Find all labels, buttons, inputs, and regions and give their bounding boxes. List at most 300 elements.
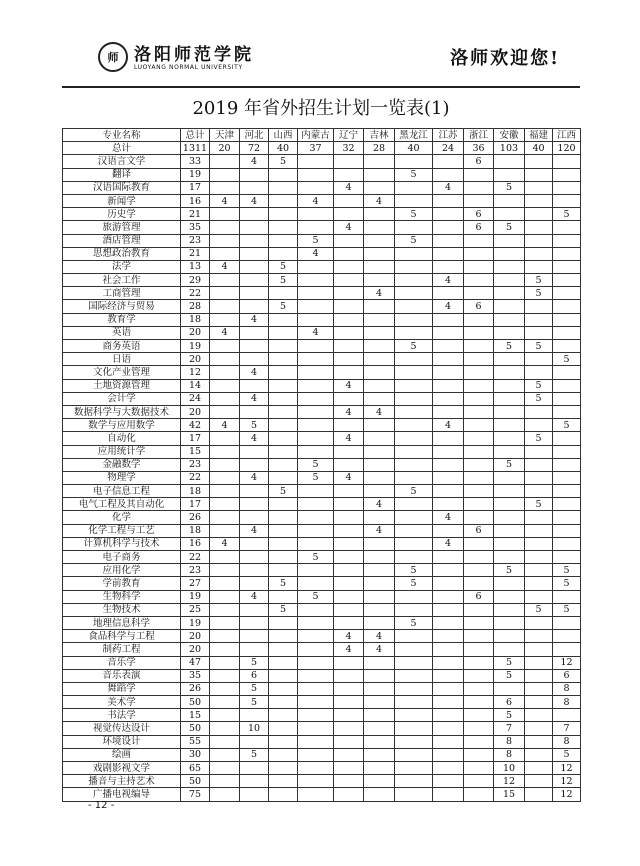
quota-cell bbox=[364, 208, 395, 221]
quota-cell: 4 bbox=[240, 392, 269, 405]
quota-cell bbox=[240, 564, 269, 577]
quota-cell bbox=[269, 748, 298, 761]
quota-cell bbox=[210, 221, 240, 234]
quota-cell bbox=[240, 603, 269, 616]
major-name-cell: 生物科学 bbox=[63, 590, 181, 603]
quota-cell bbox=[464, 379, 494, 392]
quota-cell bbox=[334, 603, 364, 616]
quota-cell bbox=[525, 643, 553, 656]
quota-cell: 4 bbox=[334, 379, 364, 392]
total-count-cell: 19 bbox=[181, 168, 210, 181]
quota-cell bbox=[494, 524, 525, 537]
table-row bbox=[63, 247, 581, 260]
quota-cell bbox=[395, 155, 433, 168]
total-count-cell: 19 bbox=[181, 340, 210, 353]
quota-cell bbox=[553, 445, 581, 458]
quota-cell bbox=[433, 445, 464, 458]
quota-cell bbox=[525, 616, 553, 629]
quota-cell bbox=[395, 696, 433, 709]
column-header: 总计 bbox=[181, 129, 210, 142]
quota-cell bbox=[240, 616, 269, 629]
quota-cell bbox=[553, 498, 581, 511]
quota-cell bbox=[494, 511, 525, 524]
quota-cell: 12 bbox=[553, 788, 581, 801]
quota-cell bbox=[525, 590, 553, 603]
quota-cell: 5 bbox=[395, 485, 433, 498]
quota-cell bbox=[433, 208, 464, 221]
table-row bbox=[63, 432, 581, 445]
quota-cell bbox=[269, 392, 298, 405]
quota-cell: 5 bbox=[525, 603, 553, 616]
quota-cell bbox=[240, 208, 269, 221]
total-cell: 28 bbox=[364, 142, 395, 155]
quota-cell bbox=[210, 788, 240, 801]
table-row bbox=[63, 669, 581, 682]
quota-cell bbox=[334, 168, 364, 181]
quota-cell bbox=[464, 722, 494, 735]
table-row bbox=[63, 340, 581, 353]
quota-cell bbox=[334, 234, 364, 247]
quota-cell bbox=[553, 168, 581, 181]
quota-cell: 5 bbox=[269, 260, 298, 273]
quota-cell bbox=[298, 260, 334, 273]
major-name-cell: 国际经济与贸易 bbox=[63, 300, 181, 313]
quota-cell: 8 bbox=[494, 735, 525, 748]
quota-cell bbox=[464, 775, 494, 788]
quota-cell bbox=[395, 669, 433, 682]
enrollment-plan-table bbox=[62, 128, 581, 802]
quota-cell bbox=[364, 577, 395, 590]
total-count-cell: 29 bbox=[181, 274, 210, 287]
total-count-cell: 23 bbox=[181, 458, 210, 471]
quota-cell bbox=[334, 682, 364, 695]
total-count-cell: 17 bbox=[181, 498, 210, 511]
quota-cell: 12 bbox=[494, 775, 525, 788]
quota-cell: 5 bbox=[494, 564, 525, 577]
major-name-cell: 环境设计 bbox=[63, 735, 181, 748]
quota-cell bbox=[525, 564, 553, 577]
quota-cell bbox=[395, 643, 433, 656]
quota-cell: 5 bbox=[269, 485, 298, 498]
quota-cell: 5 bbox=[269, 300, 298, 313]
quota-cell bbox=[334, 445, 364, 458]
quota-cell: 5 bbox=[525, 274, 553, 287]
quota-cell bbox=[210, 340, 240, 353]
quota-cell bbox=[464, 564, 494, 577]
major-name-cell: 法学 bbox=[63, 260, 181, 273]
quota-cell bbox=[464, 616, 494, 629]
quota-cell bbox=[269, 181, 298, 194]
quota-cell bbox=[553, 471, 581, 484]
table-row bbox=[63, 722, 581, 735]
quota-cell bbox=[433, 682, 464, 695]
quota-cell bbox=[553, 155, 581, 168]
total-label: 总计 bbox=[63, 142, 181, 155]
quota-cell: 4 bbox=[298, 247, 334, 260]
quota-cell bbox=[395, 537, 433, 550]
total-cell: 24 bbox=[433, 142, 464, 155]
quota-cell: 10 bbox=[240, 722, 269, 735]
quota-cell: 12 bbox=[553, 762, 581, 775]
quota-cell bbox=[298, 445, 334, 458]
quota-cell bbox=[525, 155, 553, 168]
quota-cell bbox=[269, 326, 298, 339]
quota-cell bbox=[525, 537, 553, 550]
quota-cell: 4 bbox=[210, 260, 240, 273]
quota-cell bbox=[433, 260, 464, 273]
quota-cell bbox=[210, 274, 240, 287]
quota-cell bbox=[334, 577, 364, 590]
table-row bbox=[63, 735, 581, 748]
quota-cell: 5 bbox=[525, 340, 553, 353]
quota-cell bbox=[494, 366, 525, 379]
table-row bbox=[63, 313, 581, 326]
quota-cell bbox=[334, 616, 364, 629]
quota-cell: 4 bbox=[364, 630, 395, 643]
quota-cell: 5 bbox=[395, 616, 433, 629]
quota-cell bbox=[334, 300, 364, 313]
quota-cell: 5 bbox=[494, 669, 525, 682]
quota-cell bbox=[334, 287, 364, 300]
quota-cell bbox=[364, 300, 395, 313]
quota-cell bbox=[525, 194, 553, 207]
quota-cell bbox=[364, 326, 395, 339]
table-row bbox=[63, 485, 581, 498]
total-count-cell: 75 bbox=[181, 788, 210, 801]
quota-cell bbox=[334, 340, 364, 353]
quota-cell bbox=[364, 748, 395, 761]
welcome-slogan: 洛师欢迎您! bbox=[450, 48, 560, 69]
quota-cell bbox=[334, 696, 364, 709]
table-row bbox=[63, 709, 581, 722]
quota-cell bbox=[240, 577, 269, 590]
quota-cell bbox=[464, 419, 494, 432]
quota-cell bbox=[210, 353, 240, 366]
quota-cell bbox=[525, 748, 553, 761]
quota-cell bbox=[395, 419, 433, 432]
quota-cell bbox=[494, 471, 525, 484]
quota-cell: 4 bbox=[364, 194, 395, 207]
quota-cell bbox=[494, 551, 525, 564]
quota-cell: 6 bbox=[464, 300, 494, 313]
major-name-cell: 计算机科学与技术 bbox=[63, 537, 181, 550]
quota-cell bbox=[210, 300, 240, 313]
quota-cell bbox=[334, 485, 364, 498]
quota-cell: 8 bbox=[553, 735, 581, 748]
total-count-cell: 12 bbox=[181, 366, 210, 379]
quota-cell bbox=[364, 709, 395, 722]
quota-cell bbox=[525, 260, 553, 273]
column-header: 天津 bbox=[210, 129, 240, 142]
quota-cell bbox=[464, 458, 494, 471]
school-name-cn: 洛阳师范学院 bbox=[134, 45, 254, 65]
quota-cell bbox=[334, 247, 364, 260]
quota-cell bbox=[433, 155, 464, 168]
quota-cell bbox=[494, 392, 525, 405]
table-row bbox=[63, 287, 581, 300]
quota-cell bbox=[364, 788, 395, 801]
quota-cell bbox=[298, 762, 334, 775]
major-name-cell: 应用统计学 bbox=[63, 445, 181, 458]
quota-cell bbox=[210, 524, 240, 537]
quota-cell bbox=[240, 485, 269, 498]
quota-cell: 4 bbox=[240, 432, 269, 445]
quota-cell bbox=[269, 616, 298, 629]
quota-cell: 5 bbox=[525, 498, 553, 511]
column-header: 江西 bbox=[553, 129, 581, 142]
quota-cell bbox=[494, 208, 525, 221]
quota-cell bbox=[395, 709, 433, 722]
quota-cell bbox=[553, 709, 581, 722]
quota-cell bbox=[433, 221, 464, 234]
quota-cell bbox=[494, 247, 525, 260]
quota-cell: 6 bbox=[464, 590, 494, 603]
quota-cell bbox=[364, 775, 395, 788]
quota-cell bbox=[525, 762, 553, 775]
quota-cell bbox=[334, 762, 364, 775]
total-count-cell: 42 bbox=[181, 419, 210, 432]
quota-cell bbox=[395, 432, 433, 445]
quota-cell bbox=[298, 274, 334, 287]
quota-cell bbox=[210, 564, 240, 577]
quota-cell bbox=[464, 340, 494, 353]
quota-cell bbox=[364, 471, 395, 484]
quota-cell bbox=[525, 682, 553, 695]
quota-cell bbox=[553, 551, 581, 564]
quota-cell: 5 bbox=[240, 682, 269, 695]
quota-cell bbox=[364, 234, 395, 247]
quota-cell: 5 bbox=[395, 234, 433, 247]
quota-cell bbox=[553, 432, 581, 445]
quota-cell bbox=[464, 537, 494, 550]
total-count-cell: 15 bbox=[181, 709, 210, 722]
quota-cell bbox=[269, 208, 298, 221]
quota-cell bbox=[334, 458, 364, 471]
quota-cell: 5 bbox=[240, 656, 269, 669]
table-row bbox=[63, 234, 581, 247]
table-row bbox=[63, 379, 581, 392]
quota-cell bbox=[298, 788, 334, 801]
quota-cell bbox=[433, 485, 464, 498]
quota-cell bbox=[494, 260, 525, 273]
table-row bbox=[63, 762, 581, 775]
quota-cell bbox=[240, 445, 269, 458]
table-row bbox=[63, 392, 581, 405]
quota-cell bbox=[240, 168, 269, 181]
table-row bbox=[63, 564, 581, 577]
quota-cell: 5 bbox=[395, 577, 433, 590]
quota-cell bbox=[240, 735, 269, 748]
quota-cell bbox=[210, 155, 240, 168]
quota-cell bbox=[298, 669, 334, 682]
quota-cell bbox=[298, 511, 334, 524]
quota-cell bbox=[433, 287, 464, 300]
table-header-row bbox=[63, 129, 581, 142]
quota-cell: 4 bbox=[433, 537, 464, 550]
total-count-cell: 25 bbox=[181, 603, 210, 616]
column-header: 河北 bbox=[240, 129, 269, 142]
quota-cell bbox=[210, 775, 240, 788]
quota-cell: 5 bbox=[395, 168, 433, 181]
quota-cell bbox=[240, 287, 269, 300]
university-logo: 师 bbox=[98, 42, 128, 72]
quota-cell bbox=[525, 696, 553, 709]
quota-cell bbox=[298, 630, 334, 643]
quota-cell bbox=[210, 471, 240, 484]
quota-cell bbox=[210, 709, 240, 722]
quota-cell bbox=[364, 353, 395, 366]
quota-cell: 6 bbox=[464, 208, 494, 221]
major-name-cell: 数据科学与大数据技术 bbox=[63, 405, 181, 418]
quota-cell bbox=[364, 537, 395, 550]
quota-cell bbox=[494, 537, 525, 550]
major-name-cell: 舞蹈学 bbox=[63, 682, 181, 695]
quota-cell bbox=[464, 234, 494, 247]
table-row bbox=[63, 643, 581, 656]
quota-cell bbox=[269, 524, 298, 537]
quota-cell bbox=[269, 762, 298, 775]
major-name-cell: 学前教育 bbox=[63, 577, 181, 590]
quota-cell: 8 bbox=[494, 748, 525, 761]
quota-cell: 4 bbox=[364, 405, 395, 418]
major-name-cell: 食品科学与工程 bbox=[63, 630, 181, 643]
total-count-cell: 19 bbox=[181, 616, 210, 629]
quota-cell bbox=[364, 511, 395, 524]
quota-cell bbox=[210, 485, 240, 498]
quota-cell bbox=[298, 353, 334, 366]
quota-cell bbox=[334, 524, 364, 537]
quota-cell bbox=[395, 181, 433, 194]
quota-cell bbox=[433, 669, 464, 682]
quota-cell bbox=[364, 155, 395, 168]
quota-cell bbox=[494, 353, 525, 366]
table-row bbox=[63, 498, 581, 511]
quota-cell bbox=[269, 194, 298, 207]
quota-cell bbox=[269, 630, 298, 643]
quota-cell bbox=[433, 709, 464, 722]
quota-cell bbox=[553, 537, 581, 550]
quota-cell bbox=[433, 603, 464, 616]
quota-cell bbox=[525, 630, 553, 643]
quota-cell bbox=[494, 287, 525, 300]
quota-cell bbox=[494, 234, 525, 247]
quota-cell: 4 bbox=[433, 511, 464, 524]
quota-cell bbox=[210, 405, 240, 418]
quota-cell bbox=[395, 405, 433, 418]
quota-cell: 5 bbox=[269, 155, 298, 168]
quota-cell bbox=[334, 537, 364, 550]
quota-cell bbox=[334, 326, 364, 339]
page-title: 2019 年省外招生计划一览表(1) bbox=[192, 98, 450, 119]
quota-cell: 4 bbox=[298, 194, 334, 207]
quota-cell: 5 bbox=[269, 577, 298, 590]
total-count-cell: 22 bbox=[181, 471, 210, 484]
total-count-cell: 55 bbox=[181, 735, 210, 748]
quota-cell bbox=[269, 353, 298, 366]
quota-cell bbox=[269, 656, 298, 669]
quota-cell bbox=[433, 366, 464, 379]
quota-cell bbox=[298, 696, 334, 709]
quota-cell bbox=[433, 405, 464, 418]
quota-cell bbox=[464, 762, 494, 775]
quota-cell bbox=[464, 696, 494, 709]
quota-cell: 5 bbox=[395, 208, 433, 221]
quota-cell bbox=[298, 366, 334, 379]
quota-cell bbox=[525, 221, 553, 234]
quota-cell bbox=[494, 682, 525, 695]
total-count-cell: 18 bbox=[181, 485, 210, 498]
major-name-cell: 新闻学 bbox=[63, 194, 181, 207]
table-row bbox=[63, 616, 581, 629]
quota-cell bbox=[433, 524, 464, 537]
total-count-cell: 22 bbox=[181, 287, 210, 300]
quota-cell: 6 bbox=[494, 696, 525, 709]
quota-cell bbox=[364, 669, 395, 682]
quota-cell bbox=[553, 181, 581, 194]
quota-cell bbox=[553, 260, 581, 273]
quota-cell bbox=[433, 775, 464, 788]
table-row bbox=[63, 788, 581, 801]
quota-cell bbox=[298, 419, 334, 432]
table-row bbox=[63, 155, 581, 168]
quota-cell: 5 bbox=[395, 564, 433, 577]
quota-cell bbox=[269, 340, 298, 353]
table-row bbox=[63, 181, 581, 194]
quota-cell bbox=[464, 313, 494, 326]
quota-cell bbox=[298, 643, 334, 656]
quota-cell bbox=[298, 524, 334, 537]
quota-cell bbox=[395, 682, 433, 695]
quota-cell bbox=[525, 511, 553, 524]
major-name-cell: 工商管理 bbox=[63, 287, 181, 300]
quota-cell bbox=[269, 379, 298, 392]
quota-cell bbox=[298, 748, 334, 761]
quota-cell: 5 bbox=[494, 656, 525, 669]
total-count-cell: 13 bbox=[181, 260, 210, 273]
document-header bbox=[62, 34, 580, 84]
total-count-cell: 50 bbox=[181, 775, 210, 788]
quota-cell bbox=[464, 260, 494, 273]
major-name-cell: 地理信息科学 bbox=[63, 616, 181, 629]
total-count-cell: 20 bbox=[181, 353, 210, 366]
total-count-cell: 18 bbox=[181, 524, 210, 537]
quota-cell bbox=[210, 287, 240, 300]
quota-cell bbox=[395, 471, 433, 484]
major-name-cell: 戏剧影视文学 bbox=[63, 762, 181, 775]
quota-cell bbox=[494, 405, 525, 418]
quota-cell bbox=[269, 564, 298, 577]
quota-cell bbox=[298, 392, 334, 405]
quota-cell bbox=[553, 590, 581, 603]
quota-cell: 4 bbox=[334, 432, 364, 445]
major-name-cell: 文化产业管理 bbox=[63, 366, 181, 379]
quota-cell bbox=[494, 630, 525, 643]
quota-cell bbox=[269, 168, 298, 181]
quota-cell bbox=[464, 287, 494, 300]
quota-cell: 4 bbox=[334, 181, 364, 194]
quota-cell bbox=[395, 498, 433, 511]
quota-cell bbox=[364, 379, 395, 392]
table-row bbox=[63, 221, 581, 234]
quota-cell bbox=[334, 656, 364, 669]
quota-cell bbox=[240, 630, 269, 643]
total-count-cell: 20 bbox=[181, 405, 210, 418]
quota-cell bbox=[525, 524, 553, 537]
total-cell: 40 bbox=[269, 142, 298, 155]
quota-cell bbox=[334, 313, 364, 326]
major-name-cell: 金融数学 bbox=[63, 458, 181, 471]
quota-cell bbox=[494, 194, 525, 207]
